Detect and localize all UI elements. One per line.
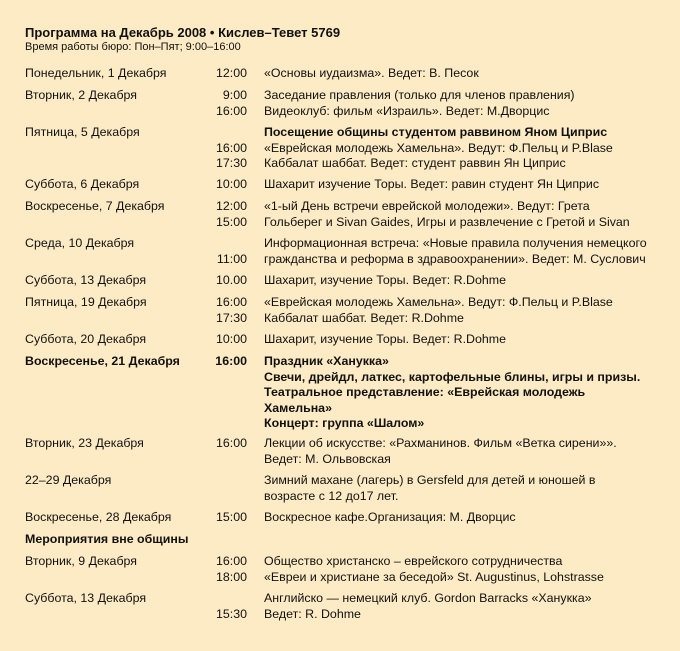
entry-time: 12:00 [215,66,247,80]
schedule-entry [0,199,680,230]
page-header [25,25,340,54]
entry-line [0,125,680,141]
entry-line [0,104,680,120]
schedule-entry [0,295,680,326]
entry-time: 16:00 [215,354,247,368]
entry-text: Каббалат шаббат. Ведет: R.Dohme [264,310,464,325]
entry-day: Суббота, 6 Декабря [25,177,140,191]
entry-day: Пятница, 19 Декабря [25,295,147,309]
entry-line [0,370,680,386]
entry-time: 17:30 [215,310,247,325]
entry-text: Воскресное кафе.Организация: М. Дворцис [264,510,516,524]
entry-time: 16:00 [215,295,247,309]
schedule-entry [0,591,680,622]
entry-text: Праздник «Ханукка» [264,354,389,368]
entry-text: Каббалат шаббат. Ведет: студент раввин Ян Циприс [264,156,566,170]
entry-day: Суббота, 13 Декабря [25,273,147,287]
entry-text: Ведет: М. Ольвовская [264,451,391,466]
entry-line [0,252,680,268]
entry-day: Вторник, 9 Декабря [25,554,137,568]
entry-line [0,156,680,172]
entry-line [0,88,680,104]
entry-line [0,436,680,452]
entry-line [0,401,680,417]
entry-text: Лекции об искусстве: «Рахманинов. Фильм «Ветка сирени»». [264,436,617,450]
entry-text: Видеоклуб: фильм «Израиль». Ведет: М.Дворцис [264,103,550,118]
entry-line [0,385,680,401]
schedule-entry [0,436,680,467]
entry-text: Свечи, дрейдл, латкес, картофельные блины, игры и призы. [264,369,641,384]
entry-line [0,532,680,548]
entry-time: 16:00 [215,140,247,155]
entry-line [0,607,680,623]
schedule-entry [0,332,680,348]
entry-text: Английско — немецкий клуб. Gordon Barracks «Ханукка» [264,591,592,605]
entry-line [0,332,680,348]
schedule-entry [0,236,680,267]
entry-text: Хамельна» [264,400,332,415]
entry-text: Шахарит, изучение Торы. Ведет: R.Dohme [264,332,506,346]
entry-line [0,510,680,526]
entry-line [0,489,680,505]
entry-text: «1-ый День встречи еврейской молодежи». Ведут: Грета [264,199,590,213]
entry-line [0,295,680,311]
entry-time: 16:00 [215,554,247,568]
entry-line [0,591,680,607]
entry-line [0,311,680,327]
entry-time: 16:00 [215,103,247,118]
entry-day: Вторник, 2 Декабря [25,88,137,102]
entry-line [0,66,680,82]
entry-text: возрасте с 12 до17 лет. [264,488,399,503]
entry-time: 9:00 [222,88,247,102]
entry-time: 18:00 [215,569,247,584]
entry-text: «Еврейская молодежь Хамельна». Ведут: Ф.Пельц и P.Blase [264,140,613,155]
entry-time: 15:00 [215,510,247,524]
entry-line [0,199,680,215]
entry-time: 16:00 [215,436,247,450]
entry-text: Гольберег и Sivan Gaides, Игры и развлечение с Гретой и Sivan [264,214,630,229]
schedule-entry [0,510,680,526]
entry-day: Пятница, 5 Декабря [25,125,140,139]
schedule-entry [0,125,680,172]
office-hours: Время работы бюро: Пон–Пят; 9:00–16:00 [25,41,241,53]
entry-line [0,452,680,468]
entry-text: «Основы иудаизма». Ведет: В. Песок [264,66,479,80]
entry-text: гражданства и реформа в здравоохранении». Ведет: М. Суслович [264,251,646,266]
entry-time: 15:00 [215,214,247,229]
entry-day: Суббота, 13 Декабря [25,591,147,605]
entry-text: «Евреи и христиане за беседой» St. Augustinus, Lohstrasse [264,569,604,584]
entry-text: Шахарит изучение Торы. Ведет: равин студент Ян Циприс [264,177,600,191]
entry-line [0,570,680,586]
entry-line [0,416,680,432]
entry-line [0,554,680,570]
schedule-entry [0,473,680,504]
entry-text: Концерт: группа «Шалом» [264,416,425,430]
schedule-entry [0,177,680,193]
schedule-entry [0,88,680,119]
entry-day: 22–29 Декабря [25,473,112,487]
schedule-entry [0,532,680,548]
schedule-entry [0,554,680,585]
entry-line [0,273,680,289]
entry-text: Общество христанско – еврейского сотрудничества [264,554,563,568]
schedule-entry [0,273,680,289]
entry-day: Мероприятия вне общины [25,532,189,546]
entry-text: «Еврейская молодежь Хамельна». Ведут: Ф.Пельц и P.Blase [264,295,613,309]
entry-day: Воскресенье, 7 Декабря [25,199,165,213]
entry-time: 12:00 [215,199,247,213]
entry-text: Ведет: R. Dohme [264,606,361,621]
entry-day: Вторник, 23 Декабря [25,436,144,450]
entry-time: 11:00 [216,251,247,266]
entry-time: 15:30 [215,606,247,621]
schedule-entry [0,66,680,82]
entry-text: Информационная встреча: «Новые правила получения немецкого [264,236,647,250]
entry-day: Суббота, 20 Декабря [25,332,147,346]
entry-line [0,177,680,193]
schedule-entry [0,354,680,432]
entry-line [0,354,680,370]
entry-day: Среда, 10 Декабря [25,236,135,250]
entry-time: 10:00 [215,177,247,191]
entry-text: Посещение общины студентом раввином Яном Циприс [264,125,608,139]
entry-line [0,236,680,252]
entry-time: 10.00 [215,273,247,287]
entry-text: Шахарит, изучение Торы. Ведет: R.Dohme [264,273,506,287]
entry-line [0,141,680,157]
entry-day: Воскресенье, 28 Декабря [25,510,172,524]
entry-text: Заседание правления (только для членов правления) [264,88,575,102]
entry-line [0,473,680,489]
entry-text: Зимний махане (лагерь) в Gersfeld для детей и юношей в [264,473,596,487]
page-title: Программа на Декабрь 2008 • Кислев–Тевет 5769 [25,25,341,40]
entry-text: Театральное представление: «Еврейская молодежь [264,385,586,399]
entry-time: 17:30 [215,156,247,170]
entry-day: Понедельник, 1 Декабря [25,66,167,80]
entry-line [0,215,680,231]
entry-time: 10:00 [215,332,247,346]
entry-day: Воскресенье, 21 Декабря [25,354,180,368]
